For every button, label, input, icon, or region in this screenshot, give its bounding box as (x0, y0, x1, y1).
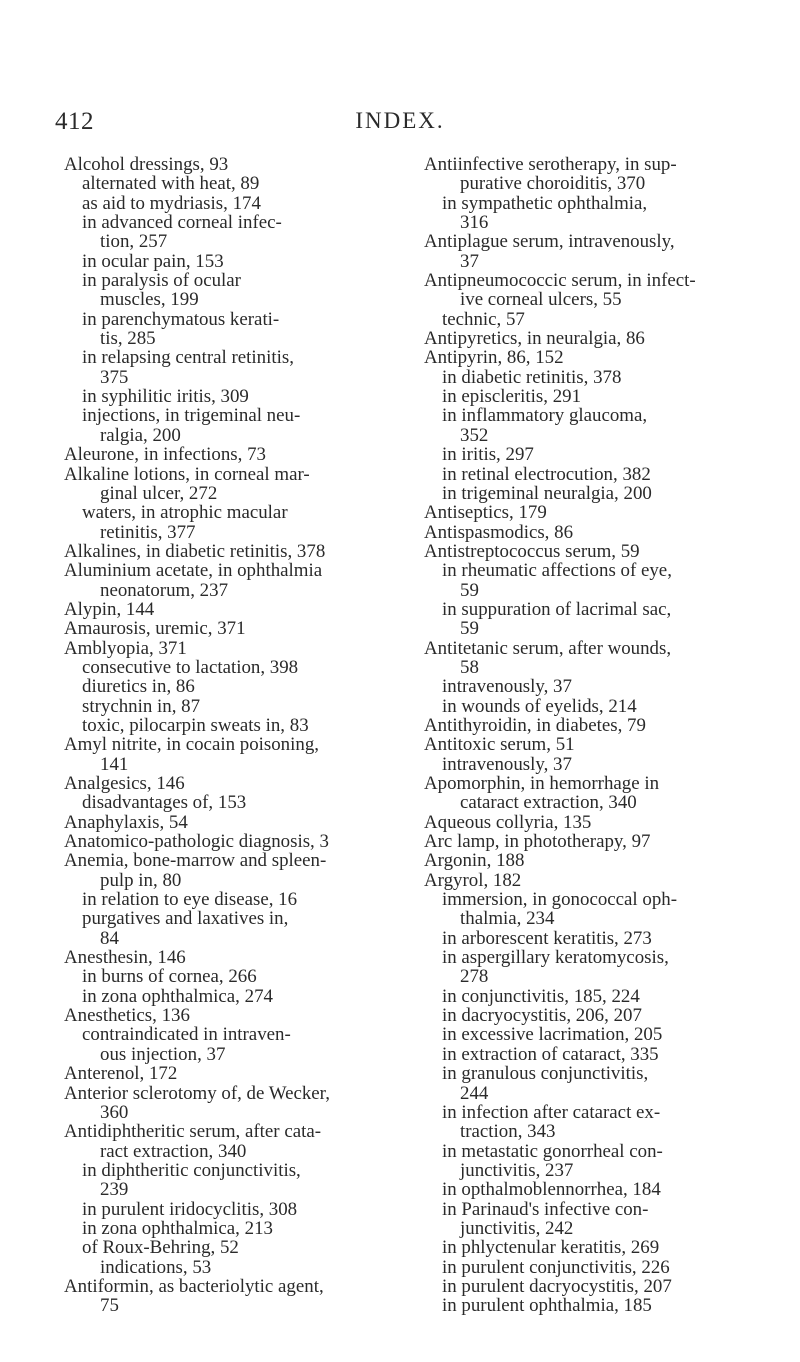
running-title: INDEX. (355, 108, 445, 133)
index-subentry: ract extraction, 340 (100, 1140, 247, 1162)
index-subentry: in trigeminal neuralgia, 200 (442, 482, 652, 504)
index-entry: Anemia, bone-marrow and spleen- (64, 850, 327, 872)
index-subentry: in advanced corneal infec- (82, 212, 282, 234)
index-subentry: in relapsing central retinitis, (82, 347, 294, 369)
index-subentry: 375 (100, 366, 129, 388)
index-entry: Apomorphin, in hemorrhage in (424, 773, 660, 794)
index-subentry: intravenously, 37 (442, 676, 572, 698)
index-subentry: ous injection, 37 (100, 1043, 226, 1065)
index-subentry: alternated with heat, 89 (82, 173, 260, 195)
index-subentry: junctivitis, 237 (460, 1159, 574, 1181)
index-subentry: in episcleritis, 291 (442, 386, 582, 408)
index-entry: Antithyroidin, in diabetes, 79 (424, 714, 646, 736)
index-subentry: in retinal electrocution, 382 (442, 463, 651, 485)
page-header (55, 108, 745, 138)
index-entry: Antiinfective serotherapy, in sup- (424, 154, 677, 175)
index-subentry: ginal ulcer, 272 (100, 482, 218, 504)
index-subentry: purative choroiditis, 370 (460, 173, 646, 195)
index-subentry: in excessive lacrimation, 205 (442, 1024, 663, 1046)
index-subentry: purgatives and laxatives in, (82, 908, 289, 930)
index-entry: Antidiphtheritic serum, after cata- (64, 1121, 322, 1143)
index-subentry: in paralysis of ocular (82, 270, 241, 292)
index-subentry: ive corneal ulcers, 55 (460, 289, 622, 311)
index-entry: Antitoxic serum, 51 (424, 734, 575, 756)
index-entry: Anesthesin, 146 (64, 947, 186, 969)
index-subentry: toxic, pilocarpin sweats in, 83 (82, 714, 309, 736)
index-subentry: in aspergillary keratomycosis, (442, 947, 669, 969)
index-subentry: waters, in atrophic macular (82, 502, 288, 524)
index-subentry: in opthalmoblennorrhea, 184 (442, 1179, 661, 1201)
index-entry: Antiseptics, 179 (424, 502, 547, 524)
index-subentry: tis, 285 (100, 328, 156, 350)
index-subentry: strychnin in, 87 (82, 695, 201, 717)
index-subentry: in burns of cornea, 266 (82, 966, 257, 988)
index-subentry: 59 (460, 618, 479, 640)
index-subentry: 352 (460, 424, 489, 446)
index-entry: Anterior sclerotomy of, de Wecker, (64, 1082, 330, 1104)
index-subentry: in zona ophthalmica, 213 (82, 1217, 273, 1239)
index-subentry: disadvantages of, 153 (82, 792, 247, 814)
index-subentry: 316 (460, 212, 489, 234)
index-subentry: in granulous conjunctivitis, (442, 1063, 649, 1085)
index-subentry: injections, in trigeminal neu- (82, 405, 301, 427)
index-subentry: 278 (460, 966, 489, 988)
index-entry: Alcohol dressings, 93 (64, 154, 229, 175)
index-subentry: cataract extraction, 340 (460, 792, 637, 814)
index-entry: Antitetanic serum, after wounds, (424, 637, 672, 659)
index-entry: Alkalines, in diabetic retinitis, 378 (64, 540, 326, 562)
index-subentry: in syphilitic iritis, 309 (82, 386, 249, 408)
index-subentry: in purulent ophthalmia, 185 (442, 1295, 652, 1317)
index-subentry: in Parinaud's infective con- (442, 1198, 649, 1220)
index-subentry: 84 (100, 927, 119, 949)
index-subentry: in purulent conjunctivitis, 226 (442, 1256, 670, 1278)
index-subentry: in purulent dacryocystitis, 207 (442, 1275, 672, 1297)
index-subentry: consecutive to lactation, 398 (82, 656, 299, 678)
index-subentry: immersion, in gonococcal oph- (442, 889, 678, 911)
index-subentry: 75 (100, 1295, 119, 1317)
index-entry: Alypin, 144 (64, 598, 155, 620)
index-subentry: in suppuration of lacrimal sac, (442, 598, 672, 620)
index-subentry: junctivitis, 242 (460, 1217, 574, 1239)
index-subentry: contraindicated in intraven- (82, 1024, 291, 1046)
index-subentry: 59 (460, 579, 479, 601)
index-subentry: in purulent iridocyclitis, 308 (82, 1198, 298, 1220)
index-subentry: 37 (460, 250, 479, 272)
index-entry: Arc lamp, in phototherapy, 97 (424, 831, 651, 853)
index-entry: Alkaline lotions, in corneal mar- (64, 463, 310, 485)
index-subentry: of Roux-Behring, 52 (82, 1237, 239, 1259)
index-subentry: in relation to eye disease, 16 (82, 889, 298, 911)
index-subentry: in diabetic retinitis, 378 (442, 366, 622, 388)
index-entry: Analgesics, 146 (64, 773, 185, 794)
index-entry: Antistreptococcus serum, 59 (424, 540, 640, 562)
index-entry: Antiplague serum, intravenously, (424, 231, 675, 253)
index-subentry: neonatorum, 237 (100, 579, 229, 601)
index-subentry: in ocular pain, 153 (82, 250, 224, 272)
index-entry: Amyl nitrite, in cocain poisoning, (64, 734, 319, 756)
index-subentry: 244 (460, 1082, 489, 1104)
index-column-right (424, 155, 764, 1316)
index-entry: Anesthetics, 136 (64, 1005, 190, 1027)
index-entry: Antiformin, as bacteriolytic agent, (64, 1275, 324, 1297)
index-entry: Aqueous collyria, 135 (424, 811, 592, 833)
index-subentry: muscles, 199 (100, 289, 199, 311)
index-entry: Aleurone, in infections, 73 (64, 444, 266, 466)
index-entry: Argonin, 188 (424, 850, 525, 872)
index-subentry: thalmia, 234 (460, 908, 555, 930)
index-subentry: retinitis, 377 (100, 521, 196, 543)
index-subentry: 141 (100, 753, 129, 775)
index-subentry: technic, 57 (442, 308, 525, 330)
index-entry: Amaurosis, uremic, 371 (64, 618, 246, 640)
index-column-left (64, 155, 399, 1316)
index-entry: Aluminium acetate, in ophthalmia (64, 560, 323, 582)
index-subentry: 239 (100, 1179, 129, 1201)
index-subentry: in arborescent keratitis, 273 (442, 927, 652, 949)
index-subentry: in sympathetic ophthalmia, (442, 192, 648, 214)
index-subentry: in infection after cataract ex- (442, 1101, 661, 1123)
index-entry: Antipneumococcic serum, in infect- (424, 270, 696, 292)
index-subentry: pulp in, 80 (100, 869, 182, 891)
index-subentry: in metastatic gonorrheal con- (442, 1140, 663, 1162)
index-subentry: traction, 343 (460, 1121, 556, 1143)
index-subentry: diuretics in, 86 (82, 676, 195, 698)
index-subentry: in phlyctenular keratitis, 269 (442, 1237, 660, 1259)
index-subentry: 58 (460, 656, 479, 678)
index-subentry: in parenchymatous kerati- (82, 308, 280, 330)
index-subentry: in conjunctivitis, 185, 224 (442, 985, 640, 1007)
page-number: 412 (55, 108, 94, 135)
index-subentry: intravenously, 37 (442, 753, 572, 775)
index-subentry: in dacryocystitis, 206, 207 (442, 1005, 642, 1027)
index-entry: Antipyrin, 86, 152 (424, 347, 564, 369)
index-subentry: in rheumatic affections of eye, (442, 560, 672, 582)
index-subentry: in extraction of cataract, 335 (442, 1043, 659, 1065)
index-subentry: indications, 53 (100, 1256, 212, 1278)
index-entry: Anterenol, 172 (64, 1063, 178, 1085)
index-entry: Antispasmodics, 86 (424, 521, 574, 543)
index-entry: Amblyopia, 371 (64, 637, 187, 659)
index-subentry: in inflammatory glaucoma, (442, 405, 648, 427)
index-subentry: 360 (100, 1101, 129, 1123)
index-subentry: ralgia, 200 (100, 424, 181, 446)
index-entry: Anatomico-pathologic diagnosis, 3 (64, 831, 329, 853)
index-subentry: in iritis, 297 (442, 444, 534, 466)
index-subentry: in wounds of eyelids, 214 (442, 695, 637, 717)
index-entry: Antipyretics, in neuralgia, 86 (424, 328, 645, 350)
index-subentry: in diphtheritic conjunctivitis, (82, 1159, 301, 1181)
index-subentry: in zona ophthalmica, 274 (82, 985, 273, 1007)
index-subentry: as aid to mydriasis, 174 (82, 192, 261, 214)
index-subentry: tion, 257 (100, 231, 168, 253)
index-entry: Anaphylaxis, 54 (64, 811, 188, 833)
index-entry: Argyrol, 182 (424, 869, 522, 891)
